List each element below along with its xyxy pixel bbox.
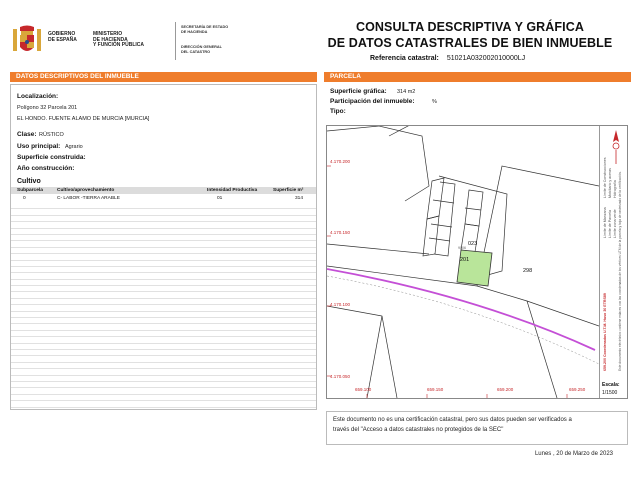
type-label: Tipo:	[330, 108, 346, 115]
secretariat-name: SECRETARÍA DE ESTADO DE HACIENDA	[181, 25, 229, 34]
graphic-area-value: 314 m2	[397, 89, 416, 95]
legend-item-2: Límite de Parcela	[608, 210, 612, 238]
coord-x-4: 659.250	[569, 387, 586, 392]
parcel-label-023: 023	[468, 241, 478, 247]
location-line2: EL HONDO. FUENTE ALAMO DE MURCIA [MURCIA]	[17, 116, 150, 122]
directorate-name: DIRECCIÓN GENERAL DEL CATASTRO	[181, 45, 222, 54]
parcel-label-201: 201	[460, 257, 470, 263]
verification-notice: Este documento no es una certificación catastral, pero sus datos pueden ser verificados a través del "Acceso a datos catastrales no protegidos de la SEC"	[326, 411, 628, 445]
main-use-label: Uso principal:	[17, 143, 61, 150]
parcel-info	[324, 84, 631, 120]
coord-y-1: 4.170.200	[330, 159, 351, 164]
coord-x-1: 659.100	[355, 387, 372, 392]
crop-table-header: Subparcela Cultivo/aprovechamiento Intensidad Productiva Superficie m²	[11, 187, 316, 194]
coat-of-arms-icon	[12, 25, 42, 57]
coord-x-2: 659.150	[427, 387, 444, 392]
legend-coords: 659.200 Coordenadas U.T.M. Huso 30 ETRS89	[603, 293, 607, 371]
government-name: GOBIERNO DE ESPAÑA	[48, 31, 77, 43]
table-row: 0 C- LABOR -TIERRA ARABLE 01 314	[23, 196, 304, 201]
legend-item-4: Mobiliario y aceras	[608, 168, 612, 198]
header-divider	[175, 22, 176, 60]
cadastral-reference: Referencia catastral: 51021A032002010000LJ	[370, 55, 526, 62]
legend-item-3: Límite de Construcciones	[603, 157, 607, 198]
parcel-label-298: 298	[523, 268, 533, 274]
scale-value: 1/1500	[602, 390, 618, 396]
legend-item-5: Límite zona verde	[613, 209, 617, 238]
participation-label: Participación del inmueble:	[330, 98, 415, 105]
class-value: RÚSTICO	[39, 132, 64, 138]
legend-item-6: Hidrografía	[613, 180, 617, 198]
coord-y-4: 4.170.050	[330, 374, 351, 379]
empty-row	[11, 401, 316, 407]
descriptive-data-panel	[10, 84, 317, 410]
section-header-descriptive: DATOS DESCRIPTIVOS DEL INMUEBLE	[10, 72, 317, 82]
section-header-parcel: PARCELA	[324, 72, 631, 82]
ministry-name: MINISTERIO DE HACIENDA Y FUNCIÓN PÚBLICA	[93, 31, 145, 49]
construction-year-label: Año construcción:	[17, 165, 75, 172]
cadastral-map[interactable]	[326, 125, 628, 399]
legend-note: Este documento electrónico contiene enlaces con las coordenadas de los vértices UTM de la parcela y hoja de rasterizado de la certificación.	[618, 171, 622, 371]
legend-item-1: Límite de Manzana	[603, 207, 607, 238]
class-label: Clase:	[17, 131, 37, 138]
crop-table-empty-rows	[11, 203, 316, 409]
coord-y-3: 4.170.100	[330, 302, 351, 307]
location-line1: Polígono 32 Parcela 201	[17, 105, 78, 111]
coord-x-3: 659.200	[497, 387, 514, 392]
participation-value: %	[432, 99, 437, 105]
main-use-value: Agrario	[65, 144, 83, 150]
built-area-label: Superficie construida:	[17, 154, 86, 161]
crop-title: Cultivo	[17, 178, 41, 185]
document-date: Lunes , 20 de Marzo de 2023	[534, 451, 613, 457]
graphic-area-label: Superficie gráfica:	[330, 88, 387, 95]
document-title: CONSULTA DESCRIPTIVA Y GRÁFICA DE DATOS CATASTRALES DE BIEN INMUEBLE	[327, 20, 613, 50]
coord-y-2: 4.170.150	[330, 230, 351, 235]
location-label: Localización:	[17, 93, 59, 100]
scale-label: Escala:	[602, 382, 620, 388]
small-map-label: 9006	[458, 246, 466, 250]
